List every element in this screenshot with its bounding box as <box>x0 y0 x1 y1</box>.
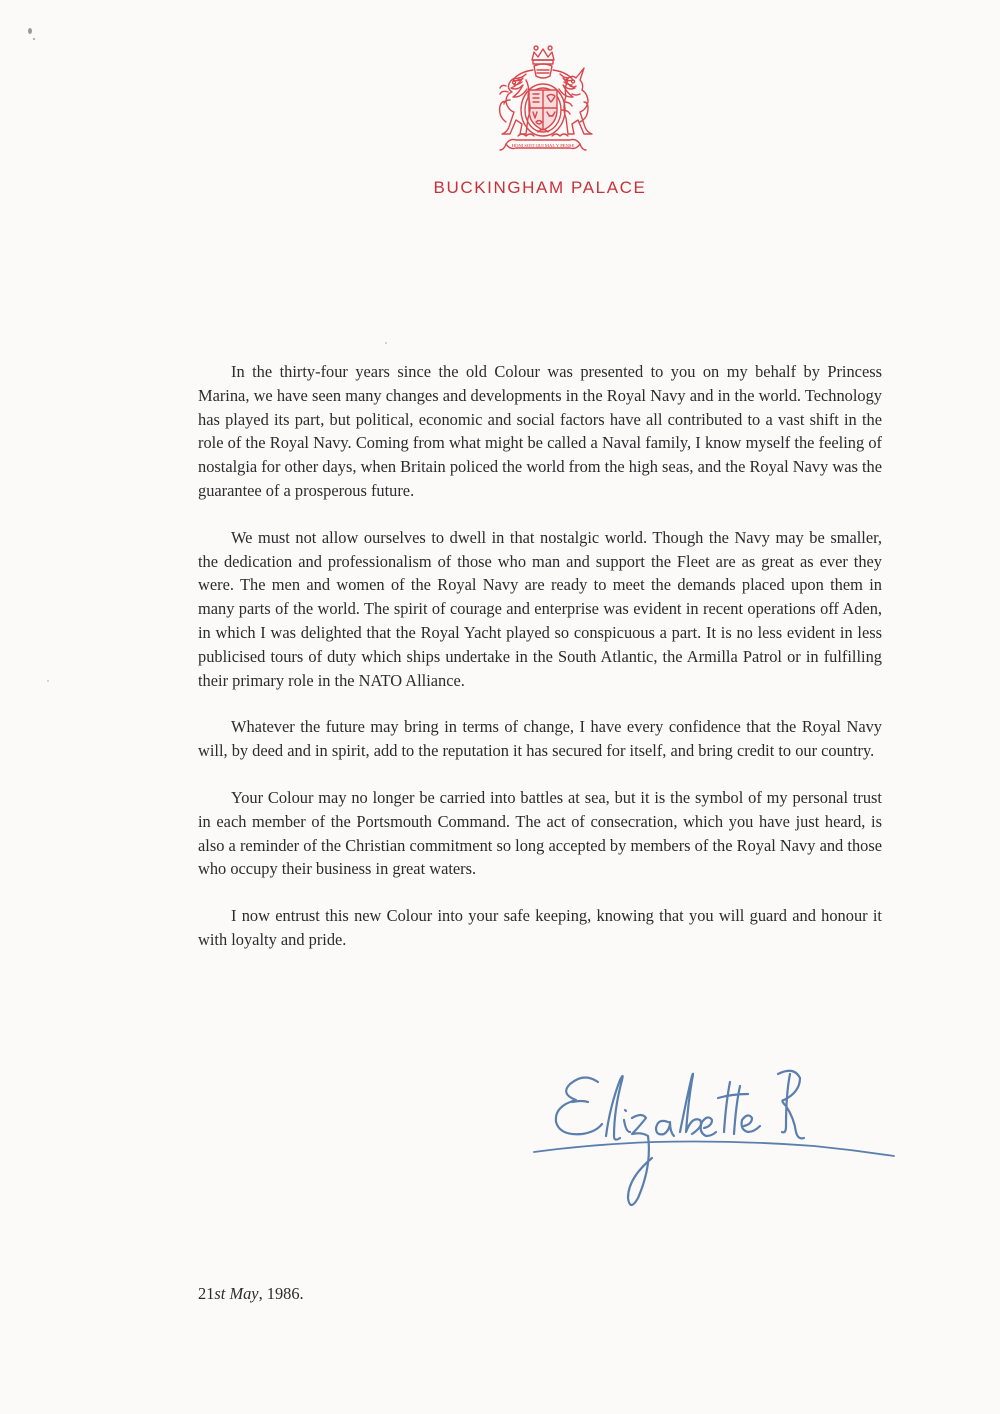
date-year: , 1986. <box>258 1284 304 1303</box>
paper-speck <box>385 342 387 344</box>
paper-speck <box>28 28 32 34</box>
signature-elizabeth-r <box>528 1062 900 1226</box>
paper-speck <box>33 38 35 40</box>
letter-date <box>198 1284 304 1304</box>
letterhead-text: BUCKINGHAM PALACE <box>433 178 647 197</box>
paragraph: I now entrust this new Colour into your safe keeping, knowing that you will guard and honour it with loyalty and pride. <box>198 906 882 949</box>
motto-text: HONI SOIT QUI MAL Y PENSE <box>511 143 575 148</box>
letterhead-address <box>0 178 1000 198</box>
date-month: May <box>229 1284 259 1303</box>
letter-body <box>198 360 882 975</box>
date-day: 21 <box>198 1284 215 1303</box>
royal-coat-of-arms-icon <box>476 44 610 164</box>
paragraph: Your Colour may no longer be carried into battles at sea, but it is the symbol of my personal trust in each member of the Portsmouth Command. The act of consecration, which you have just heard, is also a reminder of the Christian commitment so long accepted by members of the Royal Navy and those who occupy their business in great waters. <box>198 787 882 879</box>
paragraph: We must not allow ourselves to dwell in that nostalgic world. Though the Navy may be smaller, the dedication and professionalism of those who man and support the Fleet are as great as ever they were. The men and women of the Royal Navy are ready to meet the demands placed upon them in many parts of the world. The spirit of courage and enterprise was evident in recent operations off Aden, in which I was delighted that the Royal Yacht played so conspicuous a part. It is no less evident in less publicised tours of duty which ships undertake in the South Atlantic, the Armilla Patrol or in fulfilling their primary role in the NATO Alliance. <box>198 527 882 690</box>
paragraph: Whatever the future may bring in terms of change, I have every confidence that the Royal Navy will, by deed and in spirit, add to the reputation it has secured for itself, and bring credit to our country. <box>198 717 882 761</box>
date-ordinal: st <box>214 1284 226 1303</box>
paragraph: In the thirty-four years since the old Colour was presented to you on my behalf by Princess Marina, we have seen many changes and developments in the Royal Navy and in the world. Technology has played its part, but political, economic and social factors have all contributed to a vast shift in the role of the Royal Navy. Coming from what might be called a Naval family, I know myself the feeling of nostalgia for other days, when Britain policed the world from the high seas, and the Royal Navy was the guarantee of a prosperous future. <box>198 362 882 500</box>
paper-speck <box>47 680 49 682</box>
